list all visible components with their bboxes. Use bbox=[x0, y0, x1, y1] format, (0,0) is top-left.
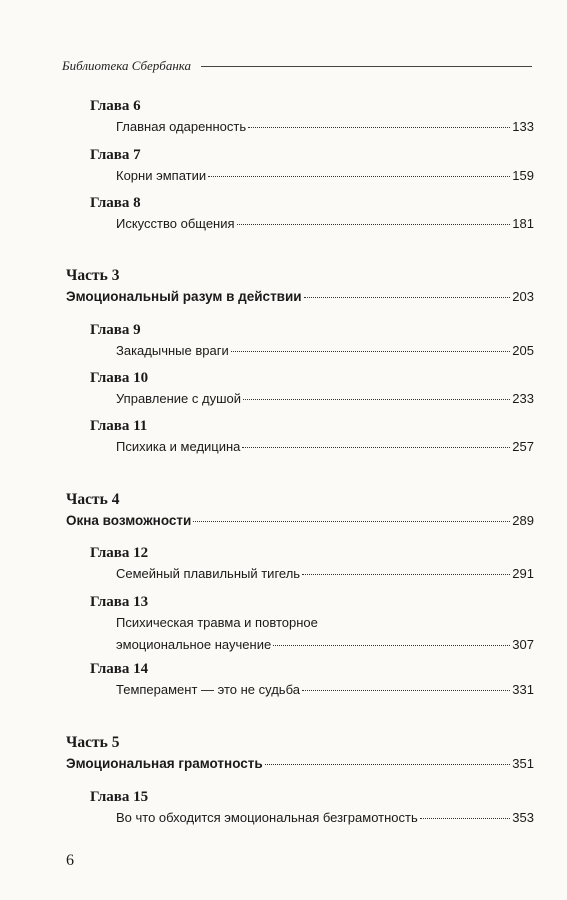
toc-part[interactable] bbox=[66, 266, 534, 308]
toc-chapter[interactable] bbox=[90, 659, 534, 701]
leader-dots bbox=[420, 818, 511, 819]
leader-dots bbox=[193, 521, 510, 522]
page-number: 307 bbox=[512, 637, 534, 652]
leader-dots bbox=[273, 645, 510, 646]
toc-chapter[interactable] bbox=[90, 320, 534, 362]
chapter-label: Глава 12 bbox=[90, 545, 149, 561]
toc-chapter[interactable] bbox=[90, 96, 534, 138]
part-title: Окна возможности bbox=[66, 513, 192, 528]
chapter-label: Глава 8 bbox=[90, 195, 141, 211]
chapter-title: Психика и медицина bbox=[116, 439, 241, 454]
chapter-label: Глава 6 bbox=[90, 98, 141, 114]
part-title: Эмоциональная грамотность bbox=[66, 756, 263, 771]
page-number: 159 bbox=[512, 168, 534, 183]
toc-chapter[interactable] bbox=[90, 193, 534, 235]
chapter-entry bbox=[116, 436, 534, 458]
page-number: 291 bbox=[512, 566, 534, 581]
chapter-label: Глава 9 bbox=[90, 322, 141, 338]
leader-dots bbox=[231, 351, 511, 352]
chapter-title: Семейный плавильный тигель bbox=[116, 566, 301, 581]
page-number: 133 bbox=[512, 119, 534, 134]
toc-chapter[interactable] bbox=[90, 592, 534, 656]
toc-chapter[interactable] bbox=[90, 145, 534, 187]
toc-part[interactable] bbox=[66, 490, 534, 532]
chapter-entry bbox=[116, 340, 534, 362]
part-entry bbox=[66, 510, 534, 532]
page-number: 257 bbox=[512, 439, 534, 454]
toc-part[interactable] bbox=[66, 733, 534, 775]
chapter-entry bbox=[116, 116, 534, 138]
page-number: 181 bbox=[512, 216, 534, 231]
leader-dots bbox=[208, 176, 510, 177]
part-entry bbox=[66, 753, 534, 775]
chapter-entry bbox=[116, 679, 534, 701]
part-label: Часть 4 bbox=[66, 491, 120, 508]
chapter-entry bbox=[116, 388, 534, 410]
chapter-label: Глава 11 bbox=[90, 418, 148, 434]
leader-dots bbox=[302, 690, 510, 691]
part-entry bbox=[66, 286, 534, 308]
leader-dots bbox=[302, 574, 510, 575]
running-header-title: Библиотека Сбербанка bbox=[62, 58, 192, 73]
chapter-entry bbox=[116, 213, 534, 235]
leader-dots bbox=[304, 297, 511, 298]
toc-chapter[interactable] bbox=[90, 416, 534, 458]
part-label: Часть 3 bbox=[66, 267, 120, 284]
chapter-label: Глава 7 bbox=[90, 147, 141, 163]
part-label: Часть 5 bbox=[66, 734, 120, 751]
chapter-title: Главная одаренность bbox=[116, 119, 247, 134]
chapter-title: Темперамент — это не судьба bbox=[116, 682, 300, 697]
chapter-title: Корни эмпатии bbox=[116, 168, 207, 183]
page-number: 233 bbox=[512, 391, 534, 406]
toc-chapter[interactable] bbox=[90, 543, 534, 585]
chapter-entry bbox=[116, 612, 534, 656]
chapter-label: Глава 13 bbox=[90, 594, 149, 610]
leader-dots bbox=[243, 399, 510, 400]
chapter-title-line-2: эмоциональное научение bbox=[116, 637, 272, 652]
page-number: 353 bbox=[512, 810, 534, 825]
chapter-label: Глава 15 bbox=[90, 789, 149, 805]
leader-dots bbox=[237, 224, 511, 225]
chapter-label: Глава 10 bbox=[90, 370, 149, 386]
page-number: 351 bbox=[512, 756, 534, 771]
chapter-title: Закадычные враги bbox=[116, 343, 229, 358]
toc-chapter[interactable] bbox=[90, 368, 534, 410]
chapter-title: Управление с душой bbox=[116, 391, 241, 406]
chapter-entry bbox=[116, 807, 534, 829]
page-folio: 6 bbox=[66, 852, 74, 869]
chapter-title: Искусство общения bbox=[116, 216, 235, 231]
chapter-title-line-1: Психическая травма и повторное bbox=[116, 615, 318, 630]
page-number: 203 bbox=[512, 289, 534, 304]
page-number: 289 bbox=[512, 513, 534, 528]
chapter-entry bbox=[116, 165, 534, 187]
leader-dots bbox=[265, 764, 511, 765]
part-title: Эмоциональный разум в действии bbox=[66, 289, 302, 304]
running-header bbox=[62, 56, 532, 76]
leader-dots bbox=[248, 127, 510, 128]
header-rule bbox=[201, 66, 532, 67]
page-number: 205 bbox=[512, 343, 534, 358]
page-number: 331 bbox=[512, 682, 534, 697]
chapter-title: Во что обходится эмоциональная безграмотность bbox=[116, 810, 418, 825]
toc-chapter[interactable] bbox=[90, 787, 534, 829]
leader-dots bbox=[242, 447, 510, 448]
chapter-label: Глава 14 bbox=[90, 661, 149, 677]
chapter-entry bbox=[116, 563, 534, 585]
